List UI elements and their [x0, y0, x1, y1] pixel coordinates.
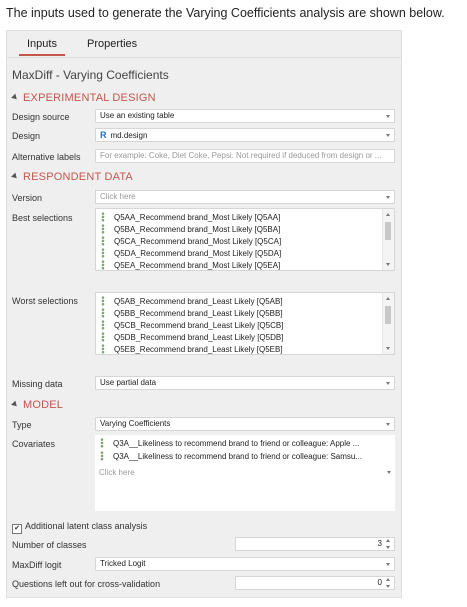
- collapse-triangle-icon[interactable]: [11, 173, 19, 181]
- variable-icon: [99, 451, 105, 461]
- collapse-triangle-icon[interactable]: [11, 94, 19, 102]
- number-of-classes-label: Number of classes: [12, 540, 87, 550]
- variable-icon: [99, 438, 105, 448]
- chevron-down-icon[interactable]: [386, 196, 390, 199]
- list-item[interactable]: Q5EB_Recommend brand_Least Likely [Q5EB]: [100, 344, 380, 355]
- list-item[interactable]: Q5AA_Recommend brand_Most Likely [Q5AA]: [100, 212, 380, 223]
- version-label: Version: [12, 193, 43, 203]
- number-of-classes-stepper[interactable]: [235, 537, 395, 551]
- chevron-down-icon[interactable]: [386, 134, 390, 137]
- maxdiff-logit-dropdown[interactable]: [95, 557, 395, 571]
- spinner-arrows-icon[interactable]: [386, 578, 392, 588]
- variable-icon: [100, 212, 106, 222]
- design-source-value: Use an existing table: [100, 111, 175, 120]
- page-caption: The inputs used to generate the Varying Coefficients analysis are shown below.: [6, 6, 445, 20]
- section-model[interactable]: [12, 399, 63, 411]
- section-title: RESPONDENT DATA: [23, 171, 133, 183]
- list-item[interactable]: Q5BB_Recommend brand_Least Likely [Q5BB]: [100, 308, 380, 319]
- list-item[interactable]: Q5DA_Recommend brand_Most Likely [Q5DA]: [100, 248, 380, 259]
- design-value: md.design: [110, 131, 148, 140]
- latent-class-label: Additional latent class analysis: [25, 521, 148, 531]
- design-label: Design: [12, 131, 41, 141]
- best-selections-listbox[interactable]: [95, 208, 395, 271]
- scroll-thumb[interactable]: [385, 222, 391, 240]
- worst-selections-label: Worst selections: [12, 296, 78, 306]
- cross-validation-stepper[interactable]: [235, 576, 395, 590]
- list-item[interactable]: Q5CA_Recommend brand_Most Likely [Q5CA]: [100, 236, 380, 247]
- list-item[interactable]: Q5AB_Recommend brand_Least Likely [Q5AB]: [100, 296, 380, 307]
- list-item[interactable]: Q3A__Likeliness to recommend brand to friend or colleague: Apple ...: [99, 438, 391, 449]
- version-placeholder: Click here: [100, 192, 136, 201]
- variable-icon: [100, 344, 106, 354]
- section-respondent-data[interactable]: [12, 171, 133, 183]
- design-dropdown[interactable]: [95, 128, 395, 142]
- cross-validation-value: 0: [377, 578, 382, 587]
- list-item[interactable]: Q5DB_Recommend brand_Least Likely [Q5DB]: [100, 332, 380, 343]
- variable-icon: [100, 248, 106, 258]
- variable-icon: [100, 260, 106, 270]
- design-source-dropdown[interactable]: [95, 109, 395, 123]
- type-value: Varying Coefficients: [100, 419, 171, 428]
- maxdiff-logit-label: MaxDiff logit: [12, 560, 62, 570]
- list-item[interactable]: Q5EA_Recommend brand_Most Likely [Q5EA]: [100, 260, 380, 271]
- vertical-scrollbar[interactable]: [382, 209, 394, 270]
- chevron-down-icon[interactable]: [386, 563, 390, 566]
- type-dropdown[interactable]: [95, 417, 395, 431]
- covariates-add-placeholder[interactable]: Click here: [99, 468, 135, 477]
- variable-icon: [100, 296, 106, 306]
- scroll-thumb[interactable]: [385, 306, 391, 324]
- list-item[interactable]: Q5CB_Recommend brand_Least Likely [Q5CB]: [100, 320, 380, 331]
- chevron-down-icon[interactable]: [386, 115, 390, 118]
- latent-class-checkbox-row[interactable]: [12, 521, 147, 534]
- chevron-down-icon[interactable]: [386, 423, 390, 426]
- tab-properties[interactable]: Properties: [87, 38, 138, 50]
- scroll-up-icon[interactable]: [386, 297, 390, 300]
- tab-inputs[interactable]: Inputs: [27, 38, 57, 50]
- tab-divider: [7, 57, 401, 58]
- variable-icon: [100, 224, 106, 234]
- type-label: Type: [12, 420, 32, 430]
- number-of-classes-value: 3: [377, 539, 382, 548]
- design-source-label: Design source: [12, 112, 70, 122]
- list-item[interactable]: Q3A__Likeliness to recommend brand to friend or colleague: Samsu...: [99, 451, 391, 462]
- variable-icon: [100, 332, 106, 342]
- chevron-down-icon[interactable]: [386, 382, 390, 385]
- spinner-arrows-icon[interactable]: [386, 539, 392, 549]
- list-item[interactable]: Q5BA_Recommend brand_Most Likely [Q5BA]: [100, 224, 380, 235]
- worst-selections-listbox[interactable]: [95, 292, 395, 355]
- chevron-down-icon[interactable]: [387, 471, 391, 474]
- maxdiff-logit-value: Tricked Logit: [100, 559, 146, 568]
- section-experimental-design[interactable]: [12, 92, 156, 104]
- checkmark-icon[interactable]: ✔: [12, 524, 22, 534]
- missing-data-value: Use partial data: [100, 378, 157, 387]
- variable-icon: [100, 320, 106, 330]
- alternative-labels-input[interactable]: For example: Coke, Diet Coke, Pepsi. Not required if deduced from design or ...: [95, 149, 395, 163]
- section-title: EXPERIMENTAL DESIGN: [23, 92, 156, 104]
- best-selections-label: Best selections: [12, 213, 73, 223]
- missing-data-label: Missing data: [12, 379, 63, 389]
- section-title: MODEL: [23, 399, 64, 411]
- scroll-down-icon[interactable]: [386, 263, 390, 266]
- covariates-label: Covariates: [12, 439, 56, 449]
- r-logo-icon: R: [100, 130, 107, 140]
- scroll-down-icon[interactable]: [386, 347, 390, 350]
- vertical-scrollbar[interactable]: [382, 293, 394, 354]
- variable-icon: [100, 236, 106, 246]
- analysis-title: MaxDiff - Varying Coefficients: [12, 68, 169, 82]
- covariates-listbox[interactable]: [95, 435, 395, 511]
- object-inspector-panel: [6, 30, 402, 598]
- tab-bar: [7, 31, 401, 58]
- version-dropdown[interactable]: [95, 190, 395, 204]
- alternative-labels-label: Alternative labels: [12, 152, 81, 162]
- scroll-up-icon[interactable]: [386, 213, 390, 216]
- missing-data-dropdown[interactable]: [95, 376, 395, 390]
- cross-validation-label: Questions left out for cross-validation: [12, 579, 161, 589]
- variable-icon: [100, 308, 106, 318]
- collapse-triangle-icon[interactable]: [11, 401, 19, 409]
